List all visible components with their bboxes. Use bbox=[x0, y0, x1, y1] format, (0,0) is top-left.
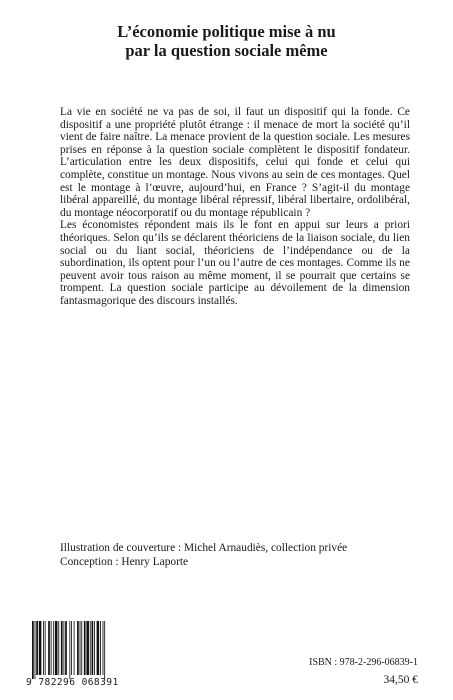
barcode-bar bbox=[94, 621, 95, 675]
barcode-bar bbox=[90, 621, 91, 675]
barcode-bar bbox=[86, 621, 89, 675]
barcode-bar bbox=[71, 621, 72, 675]
illustration-credit: Illustration de couverture : Michel Arnaudiès, collection privée bbox=[60, 542, 348, 554]
back-cover-blurb bbox=[60, 106, 410, 308]
barcode-bar bbox=[81, 621, 82, 675]
barcode-bar bbox=[65, 621, 67, 675]
barcode-bar bbox=[32, 621, 34, 679]
barcode-bar bbox=[100, 621, 101, 675]
barcode-bar bbox=[61, 621, 63, 675]
barcode-bar bbox=[104, 621, 105, 679]
barcode-bar bbox=[74, 621, 75, 675]
barcode-bar bbox=[69, 621, 70, 679]
barcode-bar bbox=[53, 621, 54, 675]
barcode-bar bbox=[43, 621, 44, 675]
barcode-bars bbox=[28, 621, 128, 679]
barcode-bar bbox=[80, 621, 81, 675]
barcode-digits: 9 782296 068391 bbox=[26, 677, 119, 688]
book-title bbox=[0, 22, 453, 60]
conception-credit: Conception : Henry Laporte bbox=[60, 555, 189, 568]
barcode bbox=[28, 621, 128, 679]
isbn: ISBN : 978-2-296-06839-1 bbox=[309, 657, 418, 668]
barcode-bar bbox=[48, 621, 50, 675]
barcode-bar bbox=[36, 621, 38, 675]
barcode-bar bbox=[35, 621, 36, 679]
barcode-bar bbox=[92, 621, 94, 675]
barcode-bar bbox=[51, 621, 52, 675]
book-title-line-2: par la question sociale même bbox=[125, 41, 328, 60]
barcode-bar bbox=[63, 621, 64, 675]
barcode-bar bbox=[39, 621, 42, 675]
blurb-paragraph-2: Les économistes répondent mais ils le font en appui sur leurs a priori théoriques. Selon qu’ils se déclarent théoriciens de la liaison sociale, du lien social ou du liant social, théoriciens de l’indépendance ou de la subordination, ils optent pour l’un ou l’autre de ces montages. Comme ils ne peuvent avoir tous raison au même moment, il se pourrait que certains se trompent. La question sociale participe au dévoilement de la dimension fantasmagorique des discours installés. bbox=[60, 219, 410, 307]
blurb-paragraph-1: La vie en société ne va pas de soi, il faut un dispositif qui la fonde. Ce dispositif a une propriété plutôt étrange : il menace de mort la société qu’il vient de faire naître. La menace provient de la question sociale. Les mesures prises en réponse à la question sociale complètent le dispositif fondateur. L’articulation entre les deux dispositifs, celui qui fonde et celui qui complète, constitue un montage. Nous vivons au sein de ces montages. Quel est le montage à l’œuvre, aujourd’hui, en France ? S’agit-il du montage libéral appareillé, du montage libéral répressif, libéral libertaire, ordolibéral, du montage néocorporatif ou du montage républicain ? bbox=[60, 106, 410, 219]
barcode-bar bbox=[103, 621, 104, 675]
barcode-bar bbox=[97, 621, 100, 675]
book-title-line-1: L’économie politique mise à nu bbox=[117, 22, 336, 41]
barcode-bar bbox=[45, 621, 46, 675]
price: 34,50 € bbox=[383, 674, 418, 686]
barcode-bar bbox=[84, 621, 86, 675]
barcode-bar bbox=[58, 621, 59, 675]
barcode-bar bbox=[77, 621, 79, 675]
barcode-bar bbox=[55, 621, 58, 675]
cover-credits bbox=[60, 542, 347, 569]
